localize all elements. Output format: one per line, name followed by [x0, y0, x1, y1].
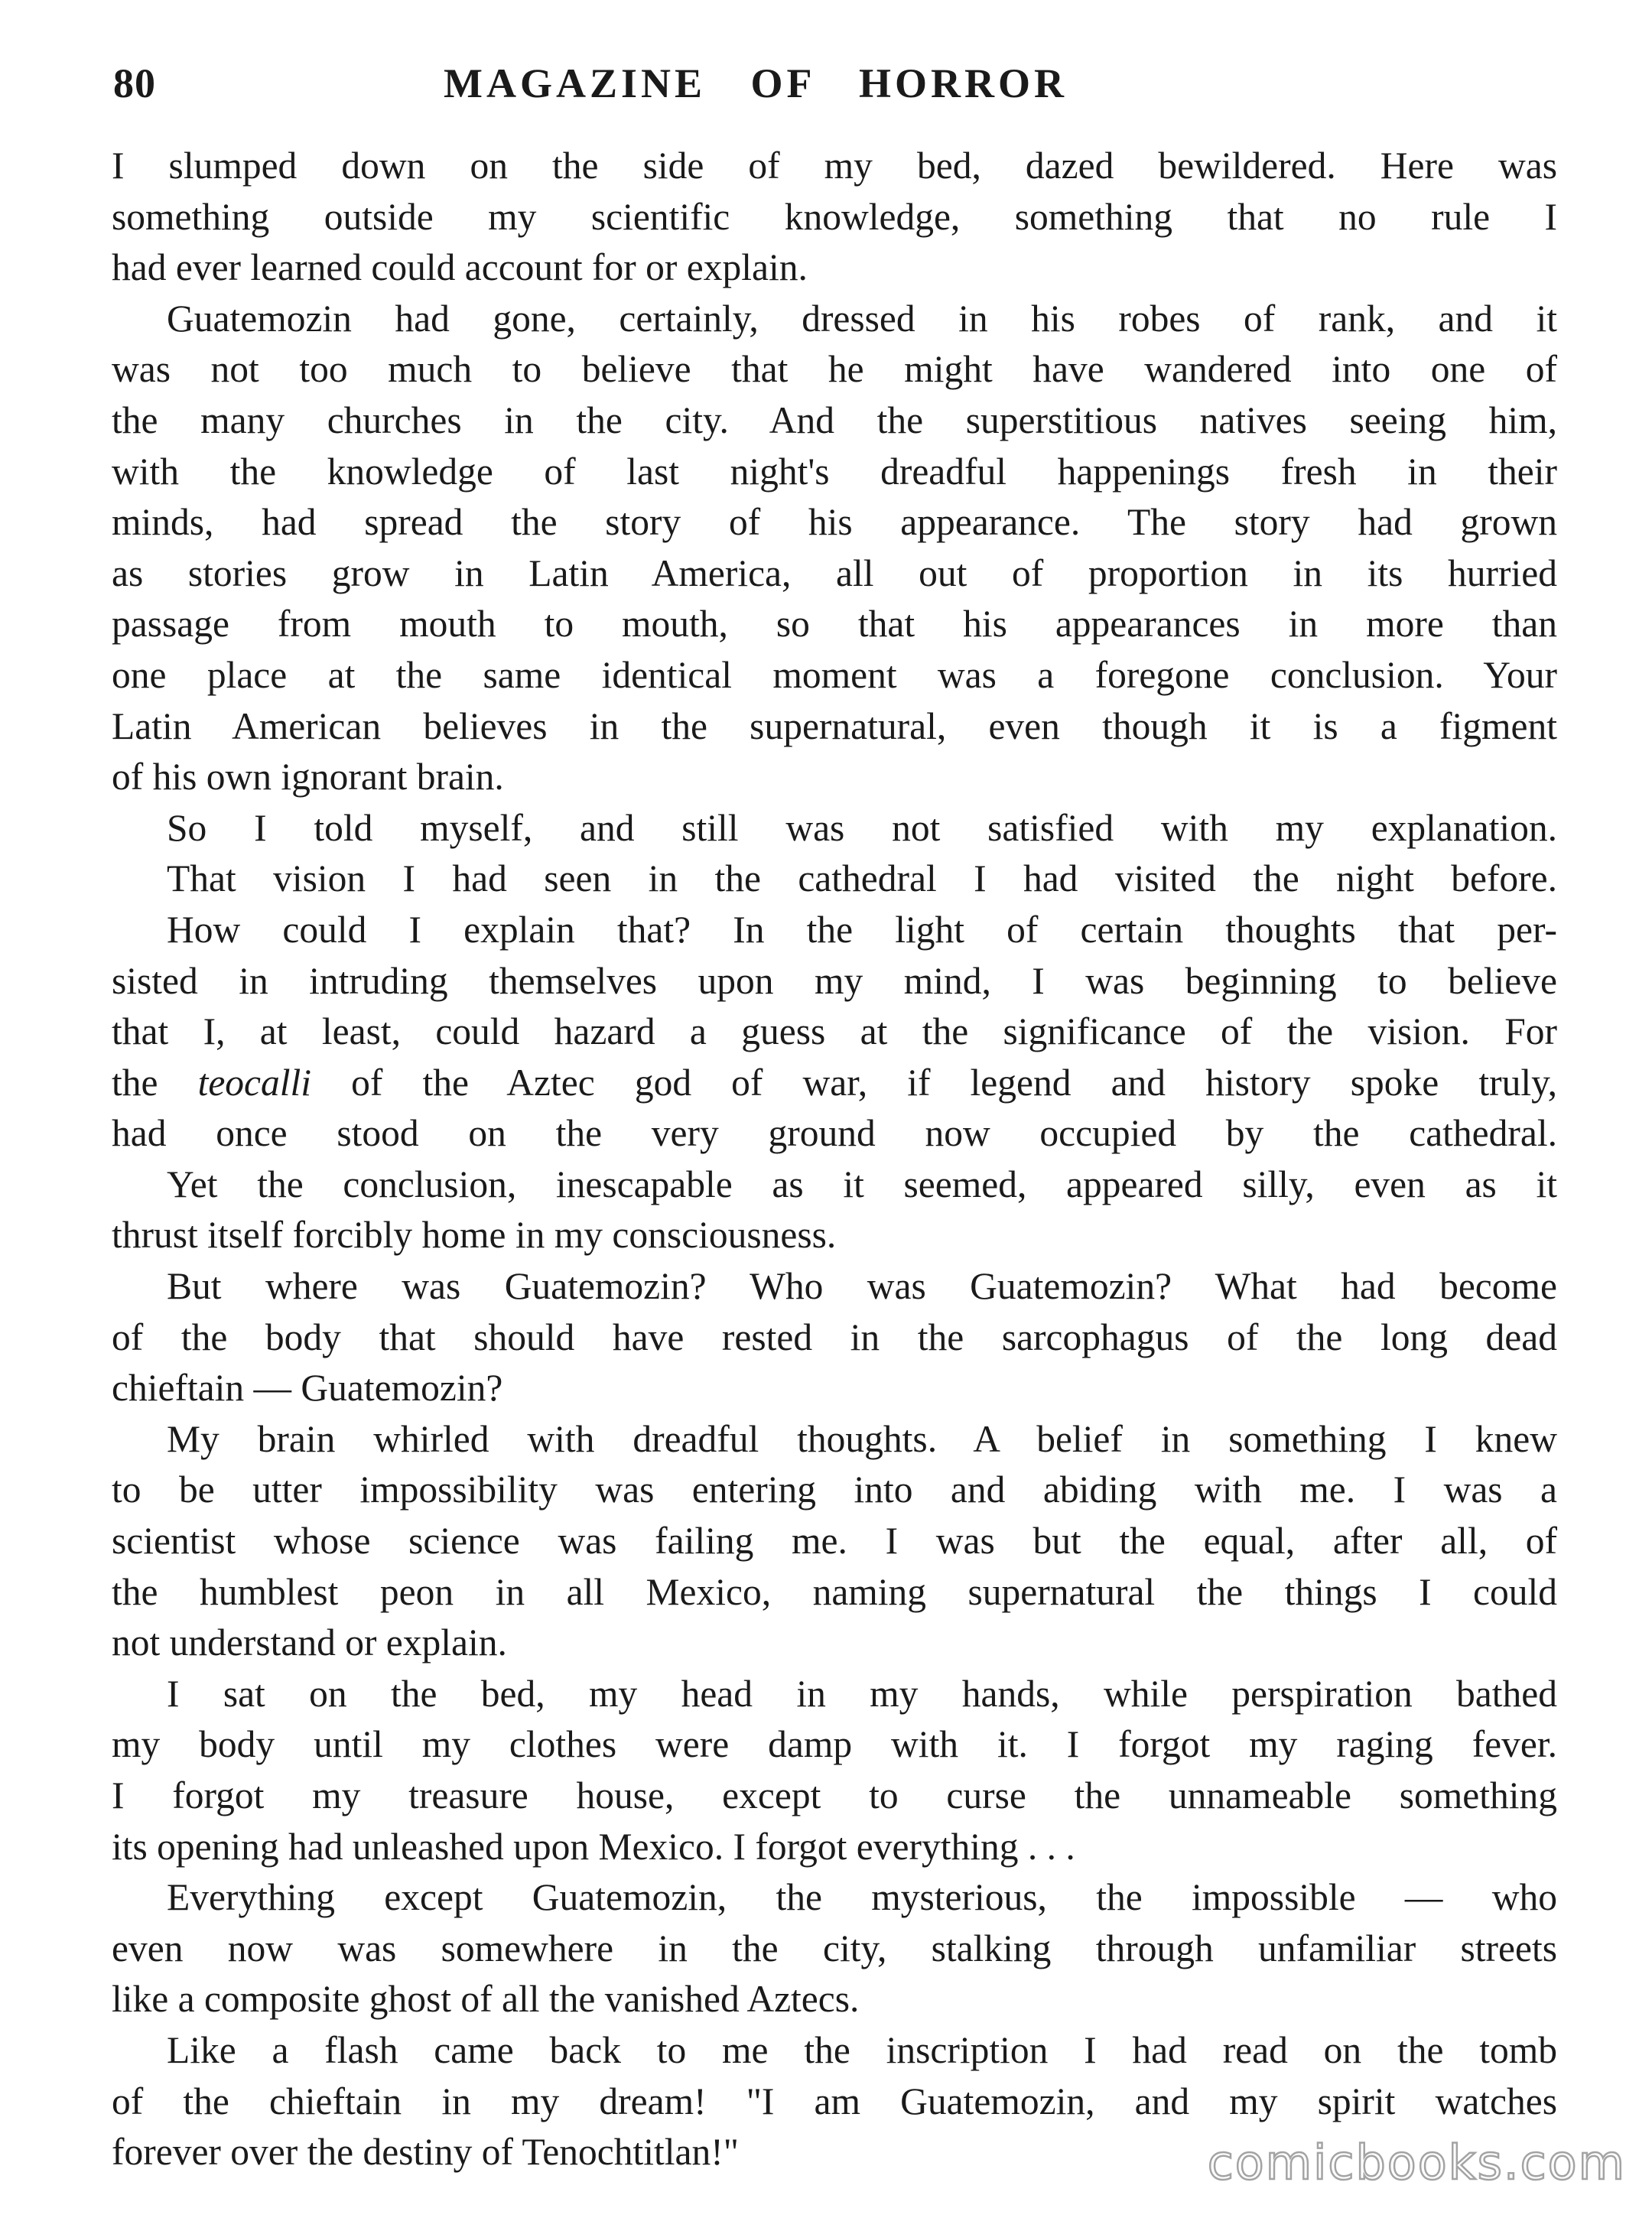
text-line: had once stood on the very ground now occupied by the cathedral.	[112, 1112, 1557, 1155]
text-line: as stories grow in Latin America, all out of proportion in its hurried	[112, 551, 1557, 594]
text-line: But where was Guatemozin? Who was Guatemozin? What had become	[167, 1265, 1557, 1308]
text-line: I forgot my treasure house, except to curse the unnameable something	[112, 1774, 1557, 1816]
story-body-text	[112, 141, 1557, 2178]
text-line: of the body that should have rested in the sarcophagus of the long dead	[112, 1316, 1557, 1358]
text-line: even now was somewhere in the city, stalking through unfamiliar streets	[112, 1927, 1557, 1969]
page-header	[113, 60, 1559, 121]
text-line: of the chieftain in my dream! "I am Guatemozin, and my spirit watches	[112, 2080, 1557, 2122]
text-line: to be utter impossibility was entering into and abiding with me. I was a	[112, 1468, 1557, 1511]
text-line: sisted in intruding themselves upon my mind, I was beginning to believe	[112, 959, 1557, 1002]
text-line: passage from mouth to mouth, so that his appearances in more than	[112, 603, 1557, 646]
text-line: something outside my scientific knowledge, something that no rule I	[112, 195, 1557, 238]
text-line: not understand or explain.	[112, 1621, 507, 1664]
text-line: Everything except Guatemozin, the mysterious, the impossible — who	[167, 1876, 1557, 1919]
text-line: that I, at least, could hazard a guess at the significance of the vision. For	[112, 1010, 1557, 1053]
text-line: Guatemozin had gone, certainly, dressed in his robes of rank, and it	[167, 297, 1557, 340]
text-line: the teocalli of the Aztec god of war, if legend and history spoke truly,	[112, 1061, 1557, 1104]
text-line: forever over the destiny of Tenochtitlan!"	[112, 2131, 739, 2174]
text-line: was not too much to believe that he might have wandered into one of	[112, 348, 1557, 391]
text-line: chieftain — Guatemozin?	[112, 1367, 503, 1410]
text-line: with the knowledge of last night's dreadful happenings fresh in their	[112, 450, 1557, 493]
text-line: thrust itself forcibly home in my consciousness.	[112, 1214, 837, 1257]
watermark: comicbooks.com	[1207, 2135, 1626, 2190]
text-line: like a composite ghost of all the vanished Aztecs.	[112, 1978, 860, 2021]
text-line: the humblest peon in all Mexico, naming supernatural the things I could	[112, 1570, 1557, 1613]
text-line: the many churches in the city. And the superstitious natives seeing him,	[112, 398, 1557, 441]
text-line: Yet the conclusion, inescapable as it seemed, appeared silly, even as it	[167, 1163, 1557, 1205]
text-line: Latin American believes in the supernatural, even though it is a figment	[112, 704, 1557, 747]
page-number: 80	[113, 60, 156, 106]
text-line: of his own ignorant brain.	[112, 756, 504, 798]
text-line: scientist whose science was failing me. I was but the equal, after all, of	[112, 1520, 1557, 1563]
text-line: minds, had spread the story of his appearance. The story had grown	[112, 501, 1557, 544]
running-title: MAGAZINE OF HORROR	[444, 60, 1068, 106]
text-line: How could I explain that? In the light of certain thoughts that per-	[167, 908, 1557, 951]
text-line: its opening had unleashed upon Mexico. I forgot everything . . .	[112, 1825, 1075, 1868]
italic-word: teocalli	[197, 1061, 312, 1104]
text-line: Like a flash came back to me the inscription I had read on the tomb	[167, 2028, 1557, 2071]
text-line: My brain whirled with dreadful thoughts. A belief in something I knew	[167, 1417, 1557, 1460]
text-line: my body until my clothes were damp with it. I forgot my raging fever.	[112, 1723, 1557, 1766]
text-line: I sat on the bed, my head in my hands, while perspiration bathed	[167, 1672, 1557, 1715]
text-line: had ever learned could account for or explain.	[112, 246, 808, 289]
text-line: So I told myself, and still was not satisfied with my explanation.	[167, 806, 1557, 849]
text-line: one place at the same identical moment was a foregone conclusion. Your	[112, 653, 1557, 696]
text-line: I slumped down on the side of my bed, dazed bewildered. Here was	[112, 145, 1557, 187]
text-line: That vision I had seen in the cathedral I had visited the night before.	[167, 857, 1557, 900]
